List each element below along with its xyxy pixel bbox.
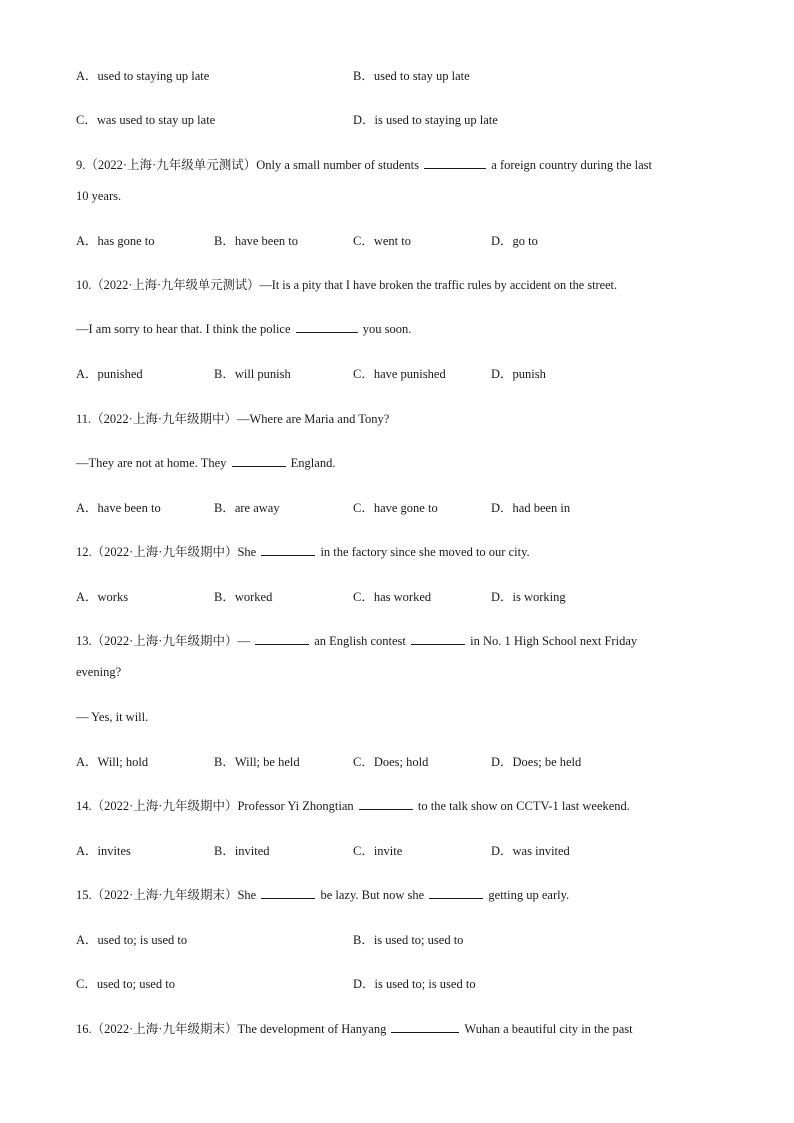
answer-blank: [424, 157, 486, 169]
answer-blank: [261, 544, 315, 556]
q14-option-b: B．invited: [214, 844, 270, 858]
q13-option-c: C．Does; hold: [353, 755, 429, 769]
q10-stem: 10.（2022·上海·九年级单元测试）—It is a pity that I have broken the traffic rules by accident on the street.: [76, 278, 618, 292]
q12-option-c: C．has worked: [353, 590, 432, 604]
q9-stem: 9.（2022·上海·九年级单元测试）Only a small number of students a foreign country during the last: [76, 158, 652, 172]
q13-option-a: A．Will; hold: [76, 755, 149, 769]
q12-option-b: B．worked: [214, 590, 273, 604]
q13-stem: 13.（2022·上海·九年级期中）— an English contest in No. 1 High School next Friday: [76, 634, 638, 648]
answer-blank: [359, 798, 413, 810]
q11-option-a: A．have been to: [76, 501, 161, 515]
q11-option-b: B．are away: [214, 501, 280, 515]
q14-option-c: C．invite: [353, 844, 403, 858]
q13-option-b: B．Will; be held: [214, 755, 300, 769]
q15-option-a: A．used to; is used to: [76, 933, 188, 947]
q12-option-d: D．is working: [491, 590, 566, 604]
q9-option-a: A．has gone to: [76, 234, 155, 248]
q10-option-d: D．punish: [491, 367, 546, 381]
answer-blank: [391, 1021, 459, 1033]
q11-option-c: C．have gone to: [353, 501, 438, 515]
q13-option-d: D．Does; be held: [491, 755, 582, 769]
q8-option-b: B．used to stay up late: [353, 69, 470, 83]
q13-reply: — Yes, it will.: [76, 710, 149, 724]
q14-stem: 14.（2022·上海·九年级期中）Professor Yi Zhongtian to the talk show on CCTV-1 last weekend.: [76, 799, 630, 813]
q9-option-c: C．went to: [353, 234, 411, 248]
q8-option-a: A．used to staying up late: [76, 69, 210, 83]
q10-option-b: B．will punish: [214, 367, 291, 381]
q8-option-c: C．was used to stay up late: [76, 113, 216, 127]
q14-option-d: D．was invited: [491, 844, 570, 858]
q15-option-c: C．used to; used to: [76, 977, 175, 991]
q15-option-b: B．is used to; used to: [353, 933, 464, 947]
q9-option-b: B．have been to: [214, 234, 299, 248]
answer-blank: [411, 633, 465, 645]
q11-option-d: D．had been in: [491, 501, 571, 515]
q14-option-a: A．invites: [76, 844, 131, 858]
answer-blank: [232, 455, 286, 467]
q15-option-d: D．is used to; is used to: [353, 977, 476, 991]
q12-stem: 12.（2022·上海·九年级期中）She in the factory since she moved to our city.: [76, 545, 530, 559]
q10-option-a: A．punished: [76, 367, 143, 381]
answer-blank: [296, 321, 358, 333]
q10-reply: —I am sorry to hear that. I think the police you soon.: [76, 322, 412, 336]
q11-stem: 11.（2022·上海·九年级期中）—Where are Maria and Tony?: [76, 412, 390, 426]
answer-blank: [261, 887, 315, 899]
q16-stem: 16.（2022·上海·九年级期末）The development of Hanyang Wuhan a beautiful city in the past: [76, 1022, 633, 1036]
q9-stem-continued: 10 years.: [76, 189, 122, 203]
q12-option-a: A．works: [76, 590, 129, 604]
q8-option-d: D．is used to staying up late: [353, 113, 498, 127]
q11-reply: —They are not at home. They England.: [76, 456, 336, 470]
answer-blank: [429, 887, 483, 899]
answer-blank: [255, 633, 309, 645]
q15-stem: 15.（2022·上海·九年级期末）She be lazy. But now she getting up early.: [76, 888, 570, 902]
q10-option-c: C．have punished: [353, 367, 446, 381]
q13-stem-continued: evening?: [76, 665, 122, 679]
q9-option-d: D．go to: [491, 234, 538, 248]
